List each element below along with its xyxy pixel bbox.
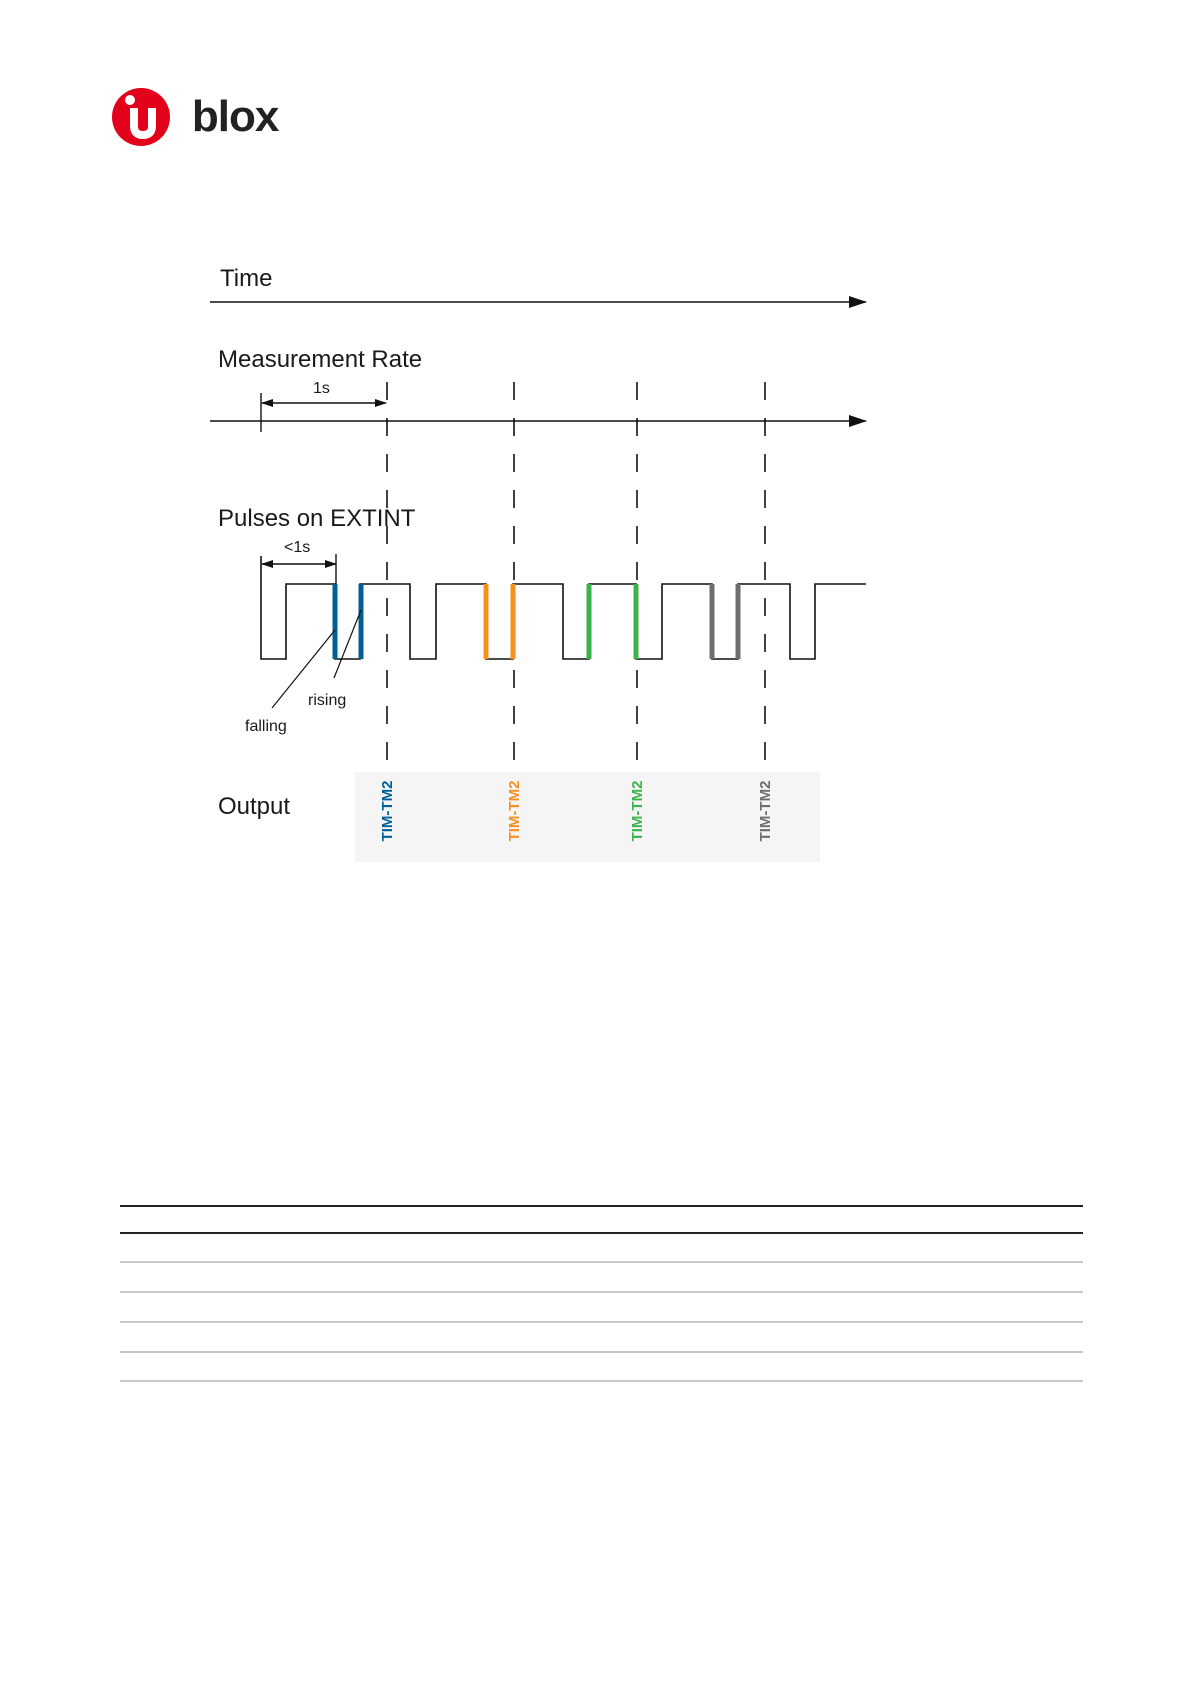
table-row-rule xyxy=(120,1351,1083,1353)
falling-label: falling xyxy=(245,718,287,735)
table-row-rule xyxy=(120,1321,1083,1323)
pulses-label: Pulses on EXTINT xyxy=(218,505,416,532)
time-label: Time xyxy=(220,265,273,292)
rising-callout-line xyxy=(334,610,361,678)
measurement-rate-label: Measurement Rate xyxy=(218,346,423,373)
measurement-epoch-lines xyxy=(387,382,765,772)
output-message-label: TIM-TM2 xyxy=(629,780,646,842)
table-header-rule xyxy=(120,1232,1083,1234)
table-row-rule xyxy=(120,1261,1083,1263)
extint-pulse-waveform xyxy=(261,556,866,659)
pulse-interval-label: <1s xyxy=(284,539,311,556)
output-panel xyxy=(355,772,820,862)
output-message-label: TIM-TM2 xyxy=(757,780,774,842)
table-row-rule xyxy=(120,1291,1083,1293)
table-row-rule xyxy=(120,1380,1083,1382)
measurement-interval-label: 1s xyxy=(313,380,330,397)
output-label: Output xyxy=(218,793,291,820)
output-message-label: TIM-TM2 xyxy=(506,780,523,842)
rising-label: rising xyxy=(308,692,347,709)
table-top-rule xyxy=(120,1205,1083,1207)
u-blox-logo-text: blox xyxy=(191,92,279,141)
output-message-label: TIM-TM2 xyxy=(379,780,396,842)
